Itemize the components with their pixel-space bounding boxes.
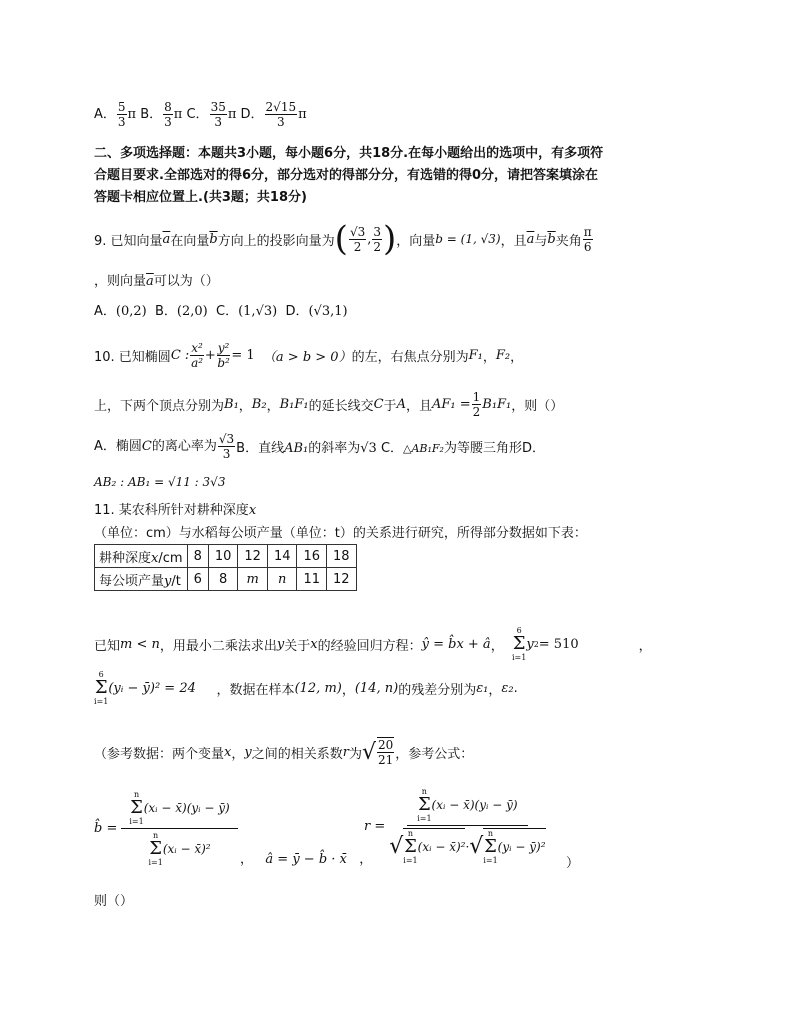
q9-option-d[interactable]: D．(√3,1) (285, 304, 348, 319)
table-cell: 10 (208, 545, 238, 568)
table-cell: 14 (267, 545, 297, 568)
q10-options: A．椭圆C的离心率为 $\frac{√3}{3}$ B．直线AB₁的斜率为√3 C．△AB₁F₂为等腰三角形 D． (94, 431, 546, 461)
table-cell: 6 (187, 568, 208, 591)
q9-stem: 9. 已知向量 $\overline{a}$ 在向量 $\overline{b}$ 方向上的投影向量为 ( $\frac{√3}{2}$ , $\frac{3}{2}$ ) ，向量 b = (1, √3) ，且 $\overline{a}$ 与 $\overline{b}$ 夹角 $\frac{\pi}{6}$ (94, 219, 592, 259)
section2-line3: 答题卡相应位置上.(共3题；共18分) (94, 190, 307, 205)
table-cell: 12 (238, 545, 268, 568)
bhat-formula: b̂ = n Σ i=1 (xᵢ − x̄)(yᵢ − ȳ) n Σ i=1 (xᵢ − x̄)² (94, 790, 238, 866)
q11-ask: 则（） (94, 894, 134, 909)
table-row (95, 568, 357, 591)
table-cell: 16 (297, 545, 327, 568)
q10-stem: 10. 已知椭圆 C : $\frac{\text{x²}}{\text{a²}}$ + $\frac{\text{y²}}{\text{b²}}$ = 1 （a > b > 0） 的左，右焦点分别为 F₁ ， F₂ ， (94, 340, 524, 370)
q11-stem-4: 6 Σ i=1 (yᵢ − ȳ)² = 24 ，数据在样本 (12, m) ， (14, n) 的残差分别为 ε₁ ， ε₂ . (94, 670, 518, 706)
table-cell: n (267, 568, 297, 591)
ahat-formula: ， â = ȳ − b̂ · x̄ ， (240, 852, 373, 867)
q9-stem-end: ，则向量$\overline{a}$可以为（） (94, 274, 219, 289)
table-cell: 12 (327, 568, 357, 591)
q8-option-d[interactable]: D． $\frac{2√15}{3}$ π (240, 100, 307, 129)
q11-reference: （参考数据：两个变量 x ， y 之间的相关系数 r 为 √ $\frac{20}{21}$ ，参考公式： (94, 738, 474, 767)
q8-option-b[interactable]: B． $\frac{8}{3}$ π (140, 100, 183, 129)
table-header-cell: 耕种深度x/cm (95, 545, 188, 568)
data-table (94, 544, 357, 591)
q10-stem-2: 上，下两个顶点分别为 B₁ ， B₂ ， B₁F₁ 的延长线交 C 于 A ，且 AF₁ = $\frac{1}{2}$ B₁F₁ ，则（） (94, 389, 564, 419)
table-row (95, 545, 357, 568)
q8-option-a[interactable]: A． $\frac{5}{3}$ π (94, 100, 137, 129)
q10-option-b[interactable]: B．直线AB₁的斜率为√3 (236, 440, 377, 456)
q10-option-c[interactable]: C．△AB₁F₂为等腰三角形 (380, 440, 522, 456)
r-formula: r = n Σ i=1 (xᵢ − x̄)(yᵢ − ȳ) √ n Σ i=1 (xᵢ − x̄)² · √ n Σ i=1 (yᵢ − ȳ)² (364, 787, 546, 865)
q10-option-a[interactable]: A．椭圆C的离心率为 $\frac{√3}{3}$ (94, 431, 235, 461)
q11-stem-2: （单位：cm）与水稻每公顷产量（单位：t）的关系进行研究，所得部分数据如下表： (94, 526, 587, 541)
q9-option-c[interactable]: C．(1,√3) (216, 304, 278, 319)
section2-line1: 二、多项选择题：本题共3小题，每小题6分，共18分.在每小题给出的选项中，有多项符 (94, 146, 604, 161)
q8-option-c[interactable]: C． $\frac{35}{3}$ π (186, 100, 237, 129)
table-header-cell: 每公顷产量y/t (95, 568, 188, 591)
table-cell: 18 (327, 545, 357, 568)
q8-options (94, 100, 307, 129)
table-cell: 8 (187, 545, 208, 568)
table-cell: 8 (208, 568, 238, 591)
q11-stem-3: 已知 m < n ，用最小二乘法求出 y 关于 x 的经验回归方程： ŷ = b̂x + â ， 6 Σ i=1 y 2 = 510 ， (94, 626, 652, 662)
q9-option-b[interactable]: B．(2,0) (155, 304, 208, 319)
q9-option-a[interactable]: A．(0,2) (94, 304, 147, 319)
reference-close: ） (566, 856, 580, 871)
table-cell: 11 (297, 568, 327, 591)
section2-line2: 合题目要求.全部选对的得6分，部分选对的得部分分，有选错的得0分，请把答案填涂在 (94, 168, 599, 183)
q9-options (94, 300, 348, 319)
q11-stem-1: 11. 某农科所针对耕种深度x (94, 503, 257, 518)
q10-option-d[interactable]: AB₂ : AB₁ = √11 : 3√3 (94, 475, 226, 489)
table-cell: m (238, 568, 268, 591)
